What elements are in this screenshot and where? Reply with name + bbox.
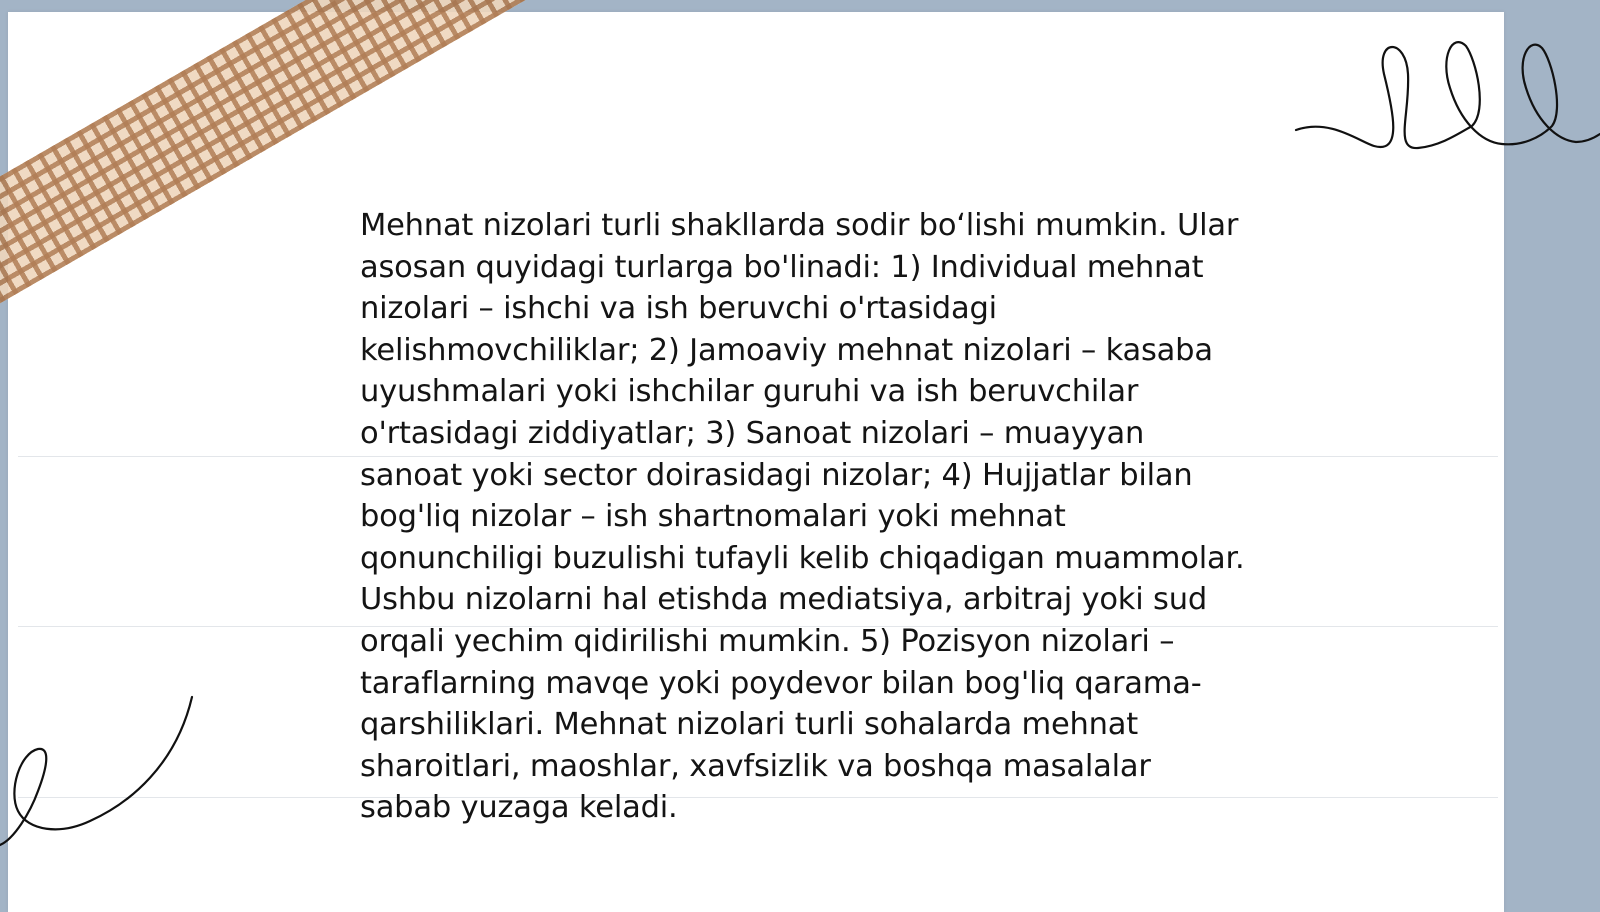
bottom-left-swirl-doodle — [0, 695, 200, 855]
top-right-swirl-doodle — [1290, 30, 1600, 160]
body-paragraph: Mehnat nizolari turli shakllarda sodir boʻlishi mumkin. Ular asosan quyidagi turlarga bo'linadi: 1) Individual mehnat nizolari – ishchi va ish beruvchi o'rtasidagi kelishmovchiliklar; 2) Jamoaviy mehnat nizolari – kasaba uyushmalari yoki ishchilar guruhi va ish beruvchilar o'rtasidagi ziddiyatlar; 3) Sanoat nizolari – muayyan sanoat yoki sector doirasidagi nizolar; 4) Hujjatlar bilan bog'liq nizolar – ish shartnomalari yoki mehnat qonunchiligi buzulishi tufayli kelib chiqadigan muammolar. Ushbu nizolarni hal etishda mediatsiya, arbitraj yoki sud orqali yechim qidirilishi mumkin. 5) Pozisyon nizolari – taraflarning mavqe yoki poydevor bilan bog'liq qarama-qarshiliklari. Mehnat nizolari turli sohalarda mehnat sharoitlari, maoshlar, xavfsizlik va boshqa masalalar sabab yuzaga keladi. — [360, 208, 1245, 826]
